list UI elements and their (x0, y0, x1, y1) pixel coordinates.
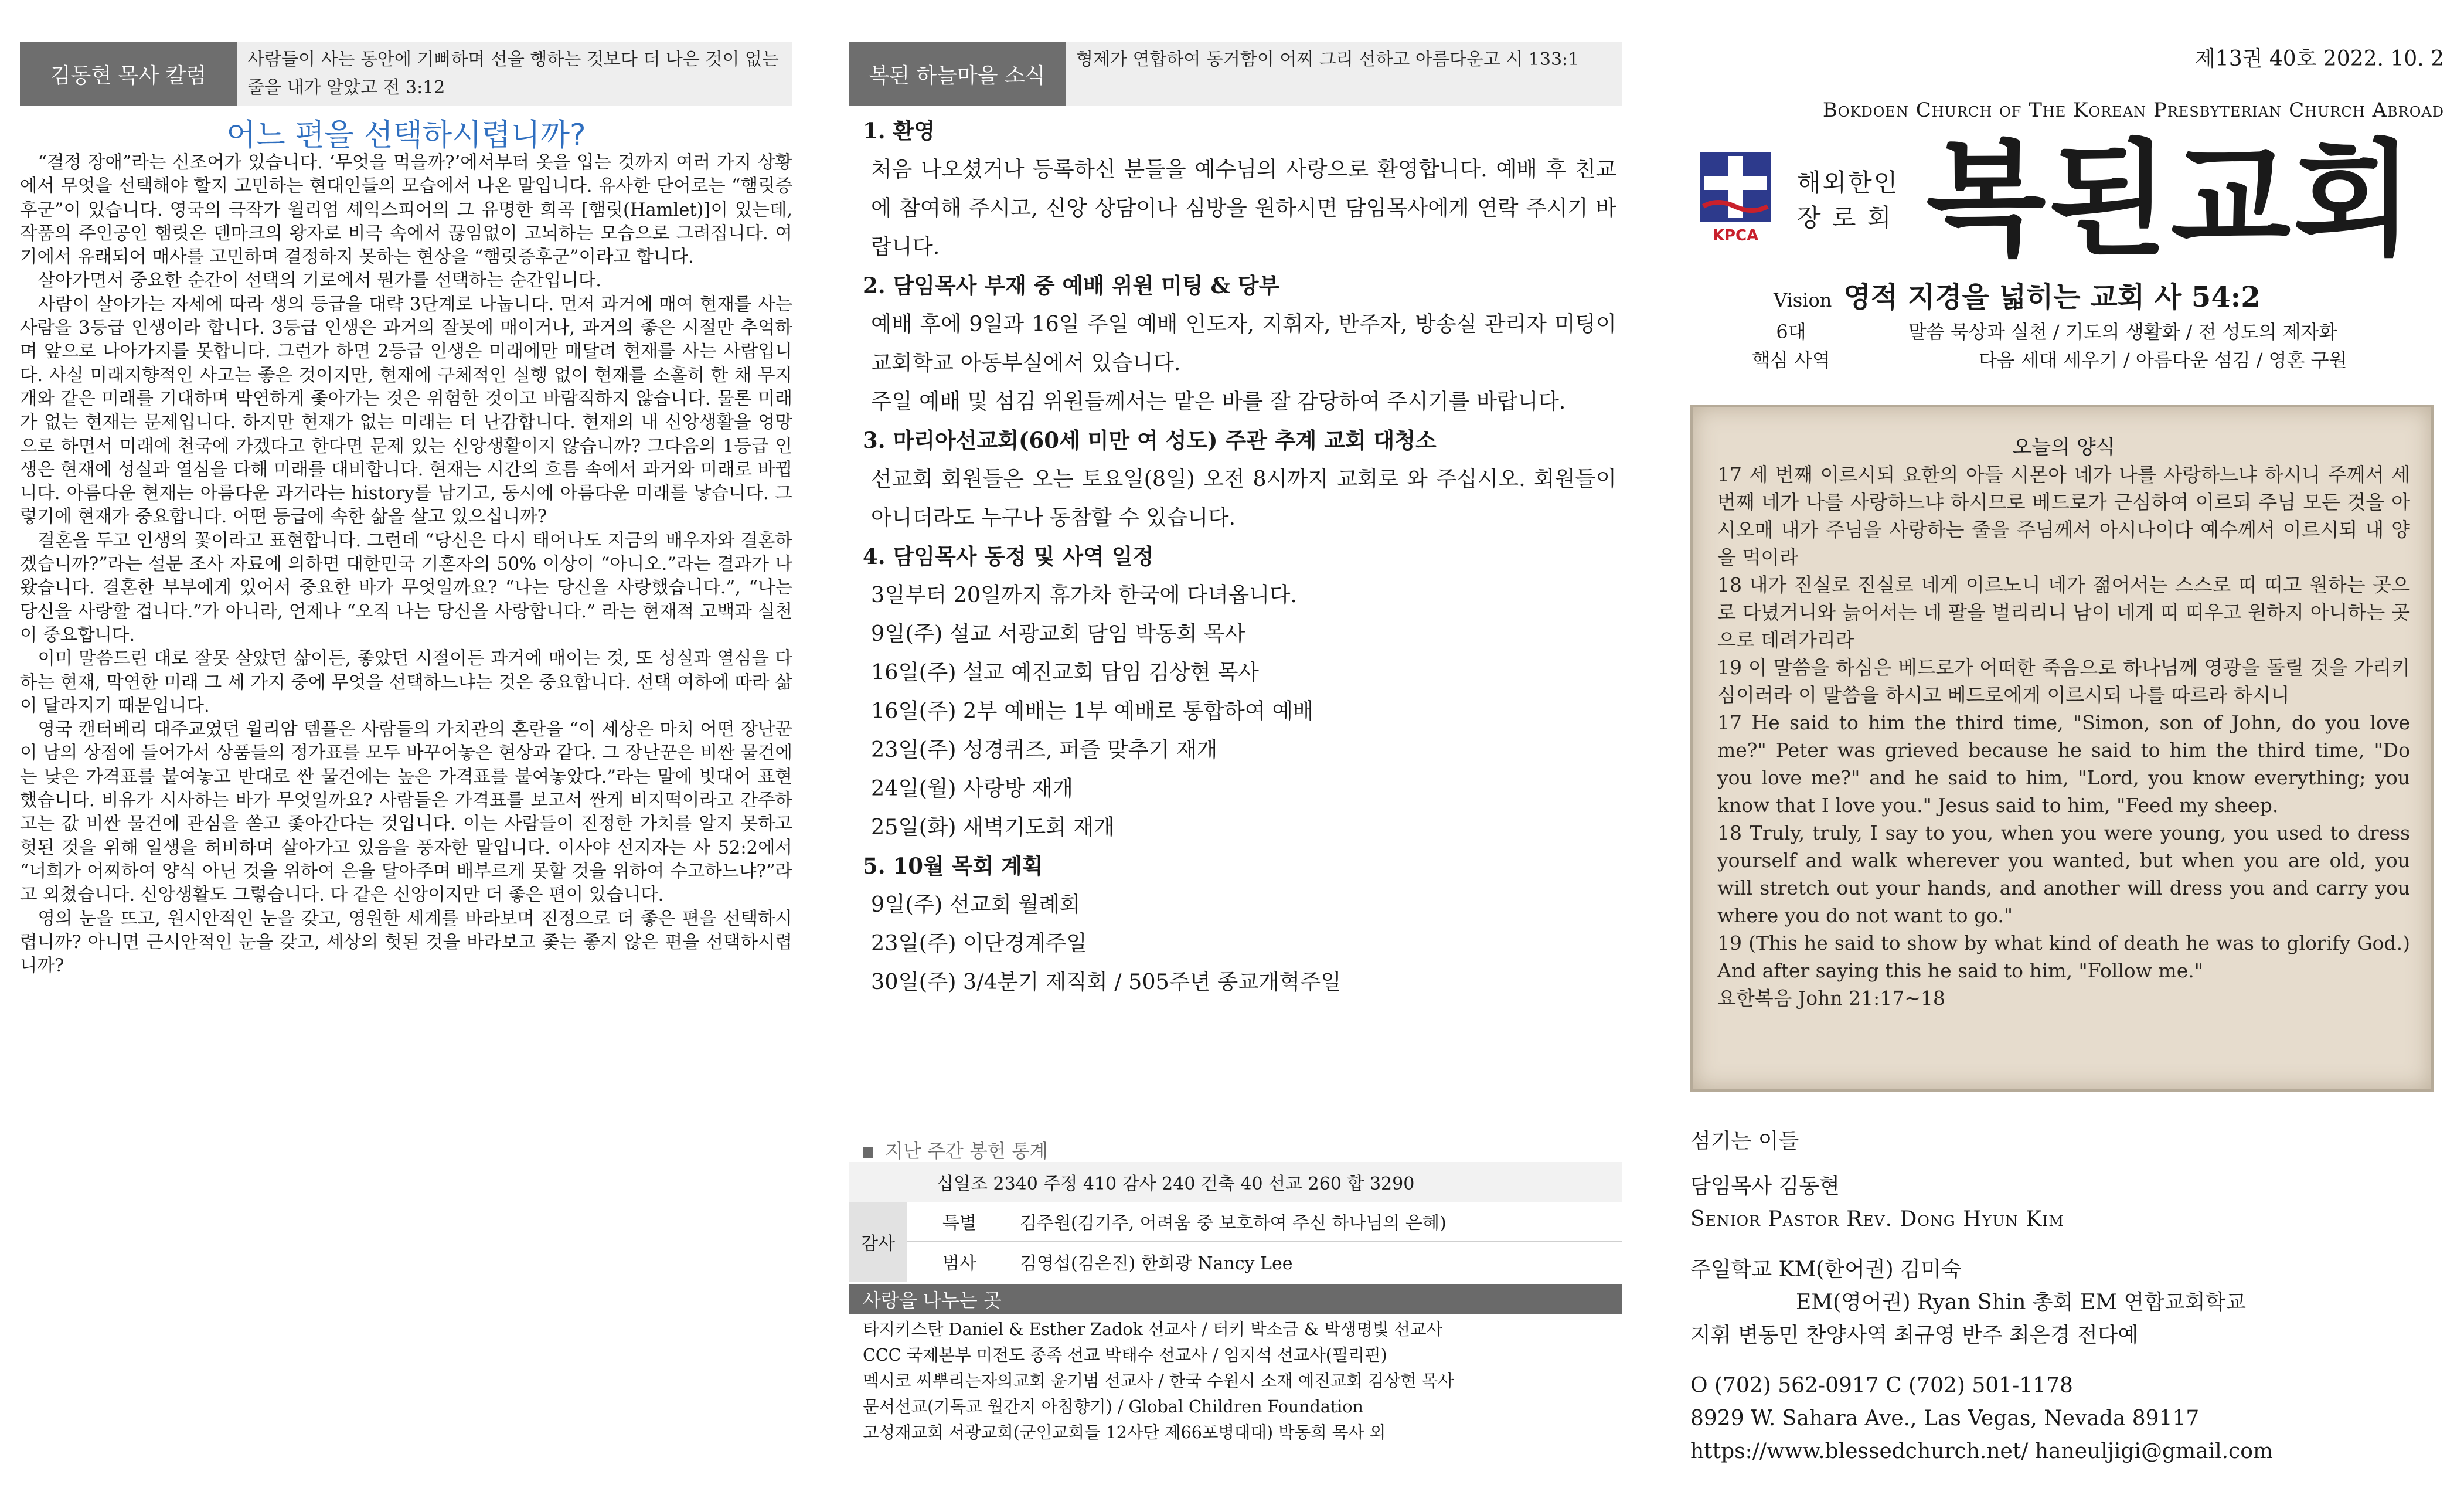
daily-bread-title: 오늘의 양식 (2012, 436, 2115, 459)
news-item: 예배 후에 9일과 16일 주일 예배 인도자, 지휘자, 반주자, 방송실 관리자 미팅이 교회학교 아동부실에서 있습니다. (871, 311, 1617, 375)
phone-line: O (702) 562-0917 C (702) 501-1178 (1690, 1374, 2073, 1398)
sunday-school-line: 주일학교 KM(한어권) 김미숙 (1690, 1258, 1962, 1282)
essay-paragraph: 영국 캔터베리 대주교였던 윌리암 템플은 사람들의 가치관의 혼란을 “이 세상은 마치 어떤 장난꾼이 남의 상점에 들어가서 상품들의 정가표를 모두 바꾸어놓은 현상과 같다. 그 장난꾼은 비싼 물건에는 낮은 가격표를 붙여놓고 반대로 싼 물건에는 높은 가격표를 붙여놓았다.”라는 말에 빗대어 표현했습니다. 비유가 시사하는 바가 무엇일까요? 사람들은 가격표를 보고서 싼게 비지떡이라고 간주하고는 값 비싼 물건에 관심을 쏟고 좇아간다는 것입니다. 이는 사람들이 진정한 가치를 알지 못하고 헛된 것을 위해 일생을 허비하며 살아가고 있음을 풍자한 말입니다. 이사야 선지자는 사 52:2에서 “너희가 어찌하여 양식 아닌 것을 위하여 은을 달아주며 배부르게 못할 것을 위하여 수고하느냐?”라고 외쳤습니다. 신앙생활도 그렇습니다. 다 같은 신앙이지만 더 좋은 편이 있습니다. (20, 719, 792, 906)
scripture-text (1717, 461, 2410, 1012)
servers-list (1690, 1170, 2444, 1468)
news-item: 25일(화) 새벽기도회 재개 (871, 814, 1115, 840)
vision-line (1774, 274, 2444, 315)
news-section-title: 5. 10월 목회 계획 (863, 853, 1043, 879)
column-essay (20, 151, 792, 978)
denomination-name (1797, 165, 1899, 236)
news-item: 16일(주) 2부 예배는 1부 예배로 통합하여 예배 (871, 698, 1314, 723)
scripture-verse: 19 이 말씀을 하심은 베드로가 어떠한 죽음으로 하나님께 영광을 돌릴 것을 가리키심이러라 이 말씀을 하시고 베드로에게 이르시되 나를 따르라 하시니 (1717, 656, 2410, 706)
essay-paragraph: 결혼을 두고 인생의 꽃이라고 표현합니다. 그런데 “당신은 다시 태어나도 지금의 배우자와 결혼하겠습니까?”라는 설문 조사 자료에 의하면 대한민국 기혼자의 50% 이상이 “아니오.”라는 결과가 나왔습니다. 결혼한 부부에게 있어서 중요한 바가 무엇일까요? “나는 당신을 사랑했습니다.”, “나는 당신을 사랑할 겁니다.”가 아니라, 언제나 “오직 나는 당신을 사랑합니다.” 라는 현재적 고백과 실천이 중요합니다. (20, 530, 792, 645)
servers-title: 섬기는 이들 (1690, 1129, 1799, 1153)
scripture-verse: 17 세 번째 이르시되 요한의 아들 시몬아 네가 나를 사랑하느냐 하시니 주께서 세 번째 네가 나를 사랑하느냐 하시므로 베드로가 근심하여 이르되 주님 모든 것을 아시오매 내가 주님을 사랑하는 줄을 주님께서 아시나이다 예수께서 이르시되 내 양을 먹이라 (1717, 463, 2410, 569)
thanks-label: 감사 (849, 1202, 907, 1282)
essay-paragraph: 살아가면서 중요한 순간이 선택의 기로에서 뭔가를 선택하는 순간입니다. (38, 270, 601, 291)
core-ministries-label: 6대 (1776, 321, 1806, 343)
scripture-verse: 17 He said to him the third time, "Simon, son of John, do you love me?" Peter was grieved because he said to him the third time, "Do you love me?" and he said to him, "Lord, you know everything; you know that I love you." Jesus said to him, "Feed my sheep. (1717, 711, 2410, 817)
news-item: 9일(주) 설교 서광교회 담임 박동희 목사 (871, 621, 1245, 646)
special-value: 김주원(김기주, 어려움 중 보호하여 주신 하나님의 은혜) (1013, 1202, 1622, 1241)
news-section-title: 3. 마리아선교회(60세 미만 여 성도) 주관 추계 교회 대청소 (863, 427, 1437, 453)
news-item: 24일(월) 사랑방 재개 (871, 776, 1073, 801)
pastor-line: 담임목사 김동현 (1690, 1174, 1840, 1198)
news-item: 주일 예배 및 섬김 위원들께서는 맡은 바를 잘 감당하여 주시기를 바랍니다. (871, 389, 1566, 414)
offering-stats-title-text: 지난 주간 봉헌 통계 (885, 1140, 1048, 1162)
news-list (863, 111, 1616, 1001)
music-ministry-line: 지휘 변동민 찬양사역 최규영 반주 최은경 전다예 (1690, 1323, 2139, 1347)
web-email-line[interactable]: https://www.blessedchurch.net/ haneuljigi@gmail.com (1690, 1439, 2274, 1463)
english-church-name-text: Bokdoen Church of The Korean Presbyterian Church Abroad (1822, 98, 2444, 122)
scripture-verse: 19 (This he said to show by what kind of death he was to glorify God.) And after saying this he said to him, "Follow me." (1717, 932, 2410, 982)
mission-item: 멕시코 씨뿌리는자의교회 윤기범 선교사 / 한국 수원시 소재 예진교회 김상현 목사 (863, 1371, 1454, 1391)
daily-bread-box (1690, 405, 2434, 1092)
column-title: 어느 편을 선택하시렵니까? (226, 118, 586, 153)
church-name: 복된교회 (1926, 127, 2416, 272)
mission-item: 고성재교회 서광교회(군인교회들 12사단 제66포병대대) 박동희 목사 외 (863, 1423, 1386, 1442)
scripture-verse: 요한복음 John 21:17~18 (1717, 987, 1945, 1010)
news-section-title: 4. 담임목사 동정 및 사역 일정 (863, 543, 1154, 569)
offering-summary: 십일조 2340 주정 410 감사 240 건축 40 선교 260 합 3290 (937, 1174, 1415, 1194)
kpca-logo-icon (1700, 152, 1771, 246)
news-item: 처음 나오셨거나 등록하신 분들을 예수님의 사랑으로 환영합니다. 예배 후 친교에 참여해 주시고, 신앙 상담이나 심방을 원하시면 담임목사에게 연락 주시기 바랍니다. (871, 157, 1616, 259)
news-section-title: 2. 담임목사 부재 중 예배 위원 미팅 & 당부 (863, 273, 1280, 298)
column-header (849, 42, 1622, 106)
offering-stats-title (863, 1136, 1048, 1163)
english-church-name (1680, 98, 2444, 122)
address-line: 8929 W. Sahara Ave., Las Vegas, Nevada 89117 (1690, 1406, 2200, 1431)
core-ministries-line: 다음 세대 세우기 / 아름다운 섬김 / 영혼 구원 (1979, 349, 2347, 371)
news-item: 선교회 회원들은 오는 토요일(8일) 오전 8시까지 교회로 와 주십시오. 회원들이 아니더라도 누구나 동참할 수 있습니다. (871, 466, 1616, 530)
column-tag: 복된 하늘마을 소식 (849, 42, 1066, 106)
missions-header: 사랑을 나누는 곳 (849, 1284, 1622, 1314)
news-item: 9일(주) 선교회 월례회 (871, 892, 1080, 917)
pastor-english: Senior Pastor Rev. Dong Hyun Kim (1690, 1207, 2064, 1231)
core-ministries-label: 핵심 사역 (1752, 349, 1830, 371)
mission-item: 문서선교(기독교 월간지 아침향기) / Global Children Foundation (863, 1397, 1363, 1416)
news-item: 30일(주) 3/4분기 제직회 / 505주년 종교개혁주일 (871, 969, 1342, 994)
essay-paragraph: 이미 말씀드린 대로 잘못 살았던 삶이든, 좋았던 시절이든 과거에 매이는 것, 또 성실과 열심을 다하는 현재, 막연한 미래 그 세 가지 중에 무엇을 선택하느냐는 것은 중요합니다. 선택 여하에 따라 삶이 달라지기 때문입니다. (20, 648, 792, 716)
all-things-label: 범사 (910, 1242, 1009, 1281)
news-section-title: 1. 환영 (863, 118, 935, 144)
mission-item: 타지키스탄 Daniel & Esther Zadok 선교사 / 터키 박소금 & 박생명빛 선교사 (863, 1320, 1443, 1339)
special-label: 특별 (910, 1202, 1009, 1241)
vision-label: Vision (1774, 289, 1832, 311)
issue-info: 제13권 40호 2022. 10. 2 (2195, 47, 2444, 71)
denomination-line: 장 로 회 (1797, 203, 1893, 232)
sunday-school-line: EM(영어권) Ryan Shin 총회 EM 연합교회학교 (1796, 1290, 2247, 1314)
news-item: 3일부터 20일까지 휴가차 한국에 다녀옵니다. (871, 582, 1298, 607)
offering-summary-row (849, 1162, 1622, 1202)
essay-paragraph: 사람이 살아가는 자세에 따라 생의 등급을 대략 3단계로 나눕니다. 먼저 과거에 매여 현재를 사는 사람을 3등급 인생이라 합니다. 3등급 인생은 과거의 잘못에 매이거나, 과거의 좋은 시절만 추억하며 앞으로 나아가지를 못합니다. 그런가 하면 2등급 인생은 미래에만 매달려 현재를 사는 사람입니다. 사실 미래지향적인 사고는 좋은 것이지만, 현재에 구체적인 실행 없이 현재를 소홀히 한 채 무지개와 같은 미래를 기대하며 막연하게 좇아가는 것은 위험한 것이고 바람직하지 않습니다. 물론 미래가 없는 현재는 문제입니다. 하지만 현재가 없는 미래는 더 난감합니다. 현재의 내 신앙생활을 엉망으로 하면서 미래에 천국에 가겠다고 한다면 문제 있는 신앙생활이지 않습니까? 그다음의 1등급 인생은 현재에 성실과 열심을 다해 미래를 대비합니다. 현재는 시간의 흐름 속에서 과거와 미래로 바뀝니다. 아름다운 현재는 아름다운 과거라는 history를 남기고, 동시에 아름다운 미래를 낳습니다. 그렇기에 현재가 중요합니다. 어떤 등급에 속한 삶을 살고 있으십니까? (20, 294, 792, 528)
logo-label: KPCA (1712, 227, 1759, 244)
vision-text: 영적 지경을 넓히는 교회 사 54:2 (1843, 281, 2261, 314)
news-item: 23일(주) 이단경계주일 (871, 930, 1087, 956)
mission-item: CCC 국제본부 미전도 종족 선교 박태수 선교사 / 임지석 선교사(필리핀) (863, 1346, 1387, 1365)
scripture-verse: 18 내가 진실로 진실로 네게 이르노니 네가 젊어서는 스스로 띠 띠고 원하는 곳으로 다녔거니와 늙어서는 네 팔을 벌리리니 남이 네게 띠 띠우고 원하지 아니하는 곳으로 데려가리라 (1717, 573, 2410, 651)
missions-list (863, 1317, 1616, 1446)
news-item: 16일(주) 설교 예진교회 담임 김상현 목사 (871, 660, 1259, 685)
header-quote: 형제가 연합하여 동거함이 어찌 그리 선하고 아름다운고 시 133:1 (1076, 49, 1580, 70)
news-item: 23일(주) 성경퀴즈, 퍼즐 맞추기 재개 (871, 737, 1218, 762)
column-tag: 김동현 목사 칼럼 (20, 42, 237, 106)
essay-paragraph: “결정 장애”라는 신조어가 있습니다. ‘무엇을 먹을까?’에서부터 옷을 입는 것까지 여러 가지 상황에서 무엇을 선택해야 할지 고민하는 현대인들의 모습에서 나온 말입니다. 유사한 단어로는 “햄릿증후군”이 있습니다. 영국의 극작가 윌리엄 셰익스피어의 그 유명한 희곡 [햄릿(Hamlet)]이 있는데, 작품의 주인공인 햄릿은 덴마크의 왕자로 비극 속에서 끊임없이 고뇌하는 모습으로 그려집니다. 여기에서 유래되어 매사를 고민하며 결정하지 못하는 현상을 “햄릿증후군”이라고 합니다. (20, 152, 792, 268)
core-ministries-line: 말씀 묵상과 실천 / 기도의 생활화 / 전 성도의 제자화 (1908, 321, 2337, 343)
bullet-square-icon (863, 1147, 873, 1158)
essay-paragraph: 영의 눈을 뜨고, 원시안적인 눈을 갖고, 영원한 세계를 바라보며 진정으로 더 좋은 편을 선택하시렵니까? 아니면 근시안적인 눈을 갖고, 세상의 헛된 것을 바라보고 좇는 좋지 않은 편을 선택하시렵니까? (20, 908, 792, 977)
denomination-line: 해외한인 (1797, 168, 1900, 197)
header-quote: 사람들이 사는 동안에 기뻐하며 선을 행하는 것보다 더 나은 것이 없는 줄을 내가 알았고 전 3:12 (247, 49, 779, 98)
scripture-verse: 18 Truly, truly, I say to you, when you were young, you used to dress yourself and walk wherever you wanted, but when you are old, you will stretch out your hands, and another will dress you and carry you where you do not want to go." (1717, 821, 2410, 927)
all-things-value: 김영섭(김은진) 한희광 Nancy Lee (1013, 1242, 1622, 1281)
column-header (20, 42, 792, 106)
